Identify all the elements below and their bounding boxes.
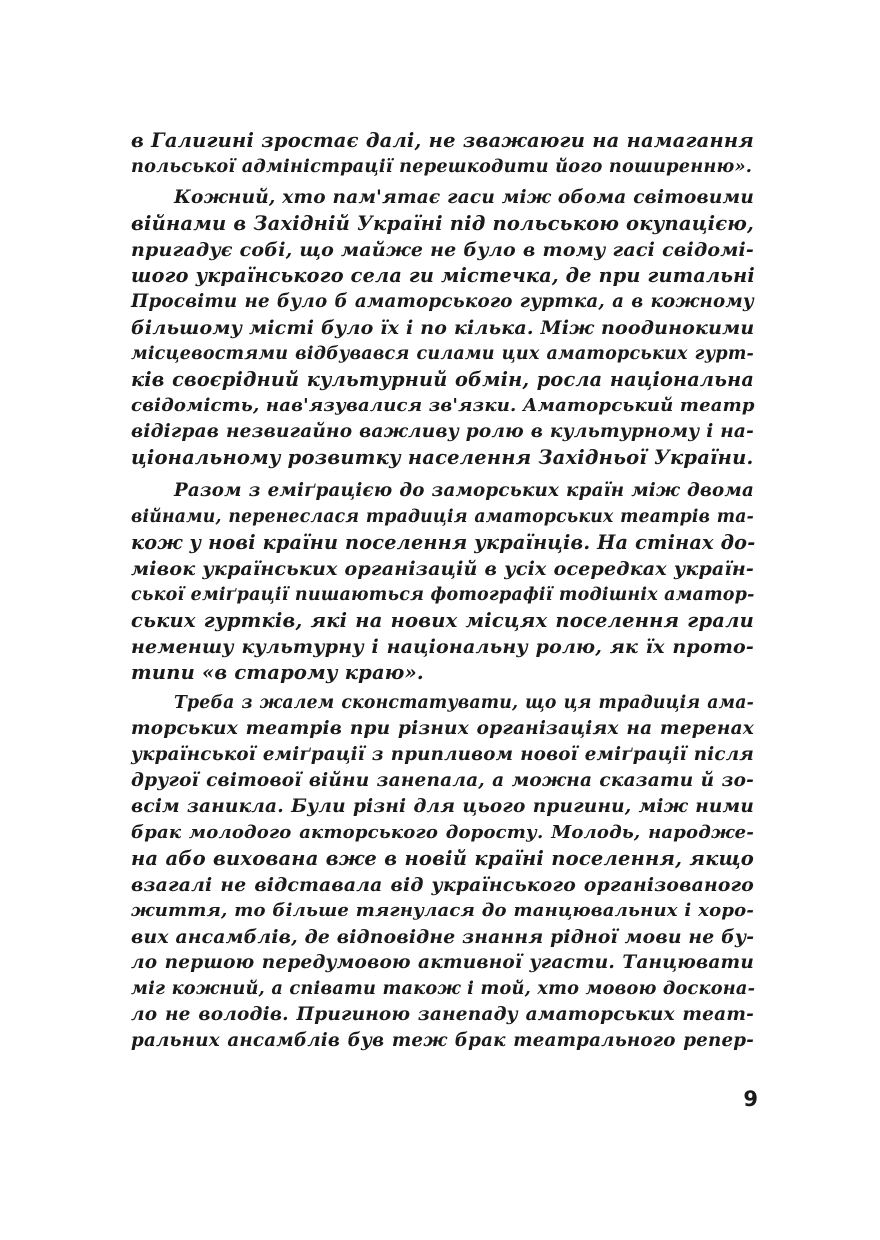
text-line: Кожний, хто пам'ятає гаси між обома світовими — [174, 187, 754, 208]
text-line: мівок українських організацій в усіх осередках україн- — [131, 558, 754, 580]
text-line: Треба з жалем сконстатувати, що ця традиція ама- — [174, 693, 754, 713]
text-line: війнами, перенеслася традиція аматорських театрів та- — [131, 507, 754, 527]
text-line: життя, то більше тягнулася до танцювальних і хоро- — [131, 900, 754, 921]
text-line: Просвіти не було б аматорського гуртка, а в кожному — [131, 291, 754, 312]
text-line: війнами в Західній Україні під польською окупацією, — [131, 212, 754, 235]
text-line: типи «в старому краю». — [131, 661, 424, 684]
text-line: ків своєрідний культурний обмін, росла національна — [131, 368, 754, 391]
text-line: шого українського села ги містечка, де при гитальні — [131, 264, 755, 287]
text-line: взагалі не відставала від українського організованого — [131, 874, 754, 896]
text-line: брак молодого акторського доросту. Молодь, народже- — [131, 822, 754, 843]
text-line: на або вихована вже в новій країні поселення, якщо — [131, 847, 754, 870]
text-line: свідомість, нав'язувалися зв'язки. Аматорський театр — [131, 395, 755, 416]
text-line: кож у нові країни поселення українців. На стінах до- — [131, 531, 756, 554]
text-line: ських гуртків, які на нових місцях поселення грали — [131, 609, 754, 632]
text-line: української еміґрації з припливом нової еміґрації після — [131, 744, 754, 765]
text-line: більшому місті було їх і по кілька. Між поодинокими — [131, 317, 755, 339]
text-line: відіграв незвигайно важливу ролю в культурному і на- — [131, 421, 754, 442]
text-line: місцевостями відбувався силами цих аматорських гурт- — [131, 344, 754, 364]
text-line: ціональному розвитку населення Західньої України. — [131, 446, 754, 469]
text-line: в Галигині зростає далі, не зважаюги на намагання — [131, 129, 754, 152]
text-line: ло першою передумовою активної угасти. Танцювати — [131, 952, 754, 973]
text-line: ської еміґрації пишаються фотографії тодішніх аматор- — [131, 585, 755, 605]
text-line: другої світової війни занепала, а можна сказати й зо- — [131, 770, 754, 791]
text-line: всім заникла. Були різні для цього пригини, між ними — [131, 796, 754, 817]
page-number: 9 — [743, 1087, 758, 1111]
text-line: міг кожний, а співати також і той, хто мовою доскона- — [131, 978, 756, 999]
text-line: торських театрів при різних організаціях на теренах — [131, 718, 754, 739]
text-line: вих ансамблів, де відповідне знання рідної мови не бу- — [131, 926, 755, 948]
text-line: ральних ансамблів був теж брак театрального репер- — [131, 1030, 754, 1051]
text-line: ло не володів. Пригиною занепаду аматорських теат- — [131, 1004, 754, 1025]
text-line: Разом з еміґрацією до заморських країн між двома — [174, 480, 754, 501]
text-line: польської адміністрації перешкодити його поширенню». — [131, 156, 753, 177]
text-line: пригадує собі, що майже не було в тому гасі свідомі- — [131, 239, 754, 261]
text-line: неменшу культурну і національну ролю, як їх прото- — [131, 636, 754, 658]
